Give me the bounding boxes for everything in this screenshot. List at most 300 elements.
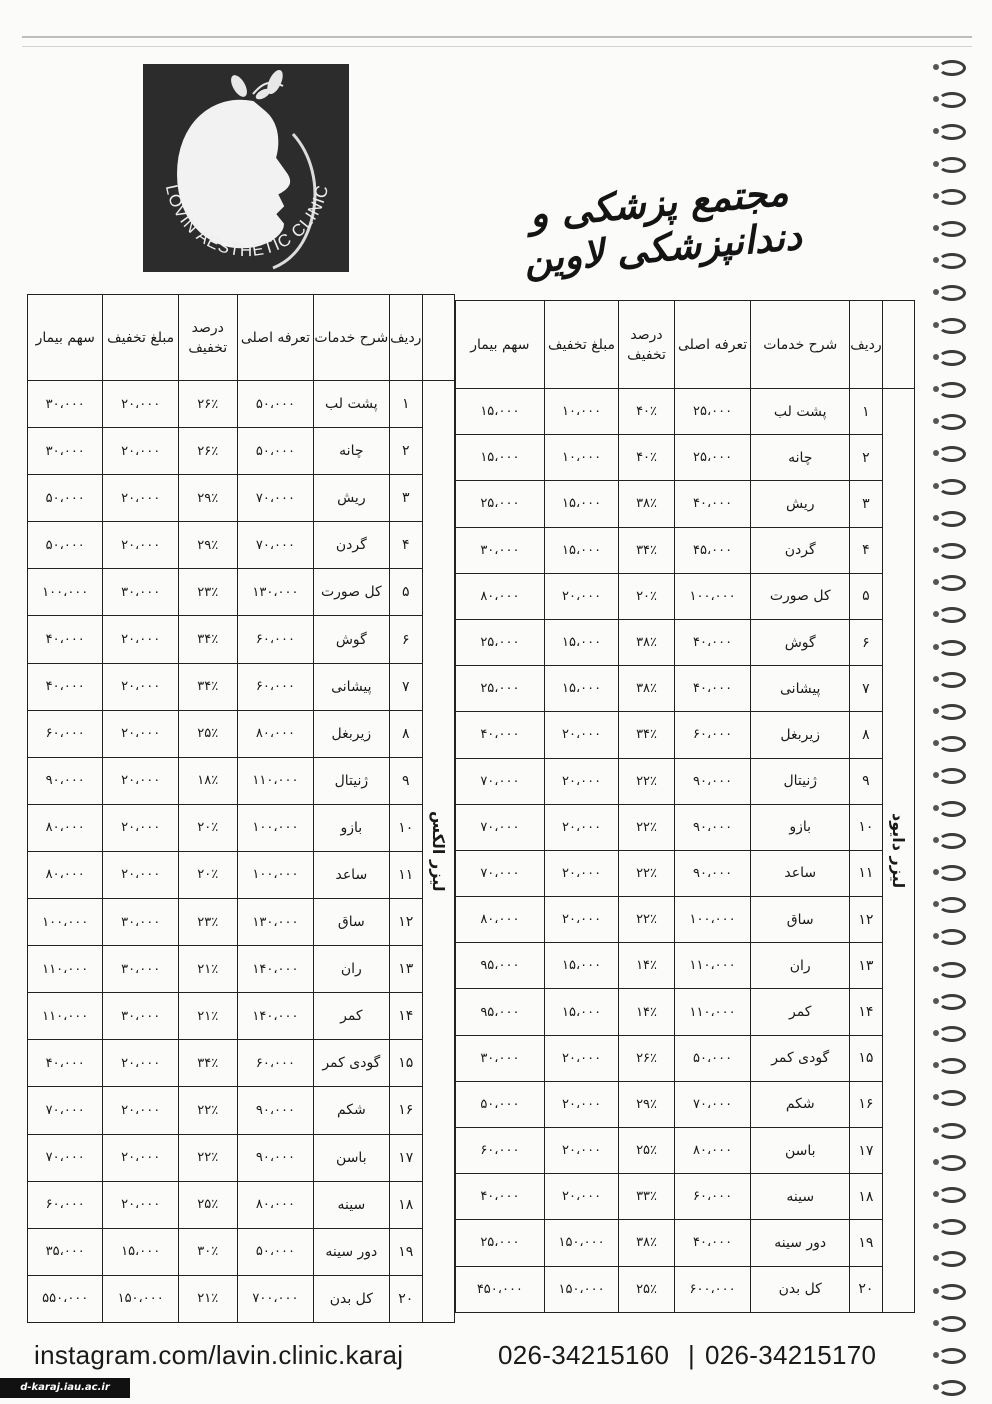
service-name: سینه [751, 1174, 850, 1220]
spiral-ring [938, 929, 966, 945]
discount-percent: ۲۳٪ [178, 569, 237, 616]
spiral-ring [938, 1316, 966, 1332]
discount-amount: ۲۰،۰۰۰ [544, 804, 619, 850]
patient-share: ۱۱۰،۰۰۰ [28, 993, 103, 1040]
spiral-ring [938, 607, 966, 623]
row-index: ۹ [850, 758, 883, 804]
header-amount: مبلغ تخفیف [103, 295, 178, 381]
phone-number-1: 026-34215160 [498, 1340, 670, 1370]
discount-amount: ۲۰،۰۰۰ [103, 381, 178, 428]
phone-separator: | [688, 1340, 696, 1370]
base-price: ۴۰،۰۰۰ [674, 666, 751, 712]
base-price: ۸۰،۰۰۰ [237, 710, 313, 757]
service-name: بازو [314, 804, 389, 851]
discount-amount: ۲۰،۰۰۰ [103, 522, 178, 569]
discount-amount: ۱۵،۰۰۰ [544, 943, 619, 989]
patient-share: ۸۰،۰۰۰ [456, 897, 545, 943]
spiral-ring [938, 60, 966, 76]
base-price: ۹۰،۰۰۰ [674, 850, 751, 896]
row-index: ۱۸ [389, 1181, 422, 1228]
base-price: ۴۵،۰۰۰ [674, 527, 751, 573]
base-price: ۵۰،۰۰۰ [237, 381, 313, 428]
spiral-ring [938, 833, 966, 849]
table-row [456, 850, 915, 896]
row-index: ۱۴ [850, 989, 883, 1035]
row-index: ۱ [850, 389, 883, 435]
row-index: ۱۱ [389, 851, 422, 898]
row-index: ۱۰ [389, 804, 422, 851]
patient-share: ۱۵،۰۰۰ [456, 389, 545, 435]
service-name: باسن [751, 1128, 850, 1174]
patient-share: ۸۰،۰۰۰ [456, 573, 545, 619]
spiral-ring [938, 801, 966, 817]
service-name: سینه [314, 1181, 389, 1228]
discount-percent: ۲۰٪ [178, 851, 237, 898]
base-price: ۶۰،۰۰۰ [674, 712, 751, 758]
spiral-ring [938, 1155, 966, 1171]
discount-amount: ۲۰،۰۰۰ [103, 851, 178, 898]
table-row [456, 758, 915, 804]
patient-share: ۷۰،۰۰۰ [456, 804, 545, 850]
service-name: چانه [751, 435, 850, 481]
price-table-alex [27, 294, 455, 1323]
discount-amount: ۲۰،۰۰۰ [544, 1081, 619, 1127]
row-index: ۱۵ [389, 1040, 422, 1087]
row-index: ۱۲ [850, 897, 883, 943]
service-name: ران [314, 946, 389, 993]
spiral-ring [938, 1348, 966, 1364]
service-name: کمر [314, 993, 389, 1040]
table-row [456, 712, 915, 758]
service-name: بازو [751, 804, 850, 850]
base-price: ۱۱۰،۰۰۰ [674, 943, 751, 989]
discount-percent: ۱۴٪ [619, 989, 674, 1035]
patient-share: ۶۰،۰۰۰ [456, 1128, 545, 1174]
row-index: ۴ [850, 527, 883, 573]
spiral-ring [938, 92, 966, 108]
instagram-handle: instagram.com/lavin.clinic.karaj [34, 1340, 404, 1370]
row-index: ۱۷ [389, 1134, 422, 1181]
table-row [456, 1128, 915, 1174]
table-row [28, 1181, 455, 1228]
spiral-ring [938, 479, 966, 495]
discount-percent: ۳۸٪ [619, 666, 674, 712]
table-row [28, 522, 455, 569]
table-row [456, 1174, 915, 1220]
table-row [456, 435, 915, 481]
spiral-ring [938, 736, 966, 752]
spiral-ring [938, 1026, 966, 1042]
service-name: ریش [751, 481, 850, 527]
patient-share: ۴۵۰،۰۰۰ [456, 1266, 545, 1312]
table-row [28, 475, 455, 522]
row-index: ۱۹ [850, 1220, 883, 1266]
patient-share: ۱۱۰،۰۰۰ [28, 946, 103, 993]
discount-percent: ۲۶٪ [178, 381, 237, 428]
row-index: ۴ [389, 522, 422, 569]
spiral-ring [938, 640, 966, 656]
discount-amount: ۲۰،۰۰۰ [103, 663, 178, 710]
spiral-ring [938, 285, 966, 301]
discount-amount: ۱۵،۰۰۰ [544, 619, 619, 665]
discount-amount: ۳۰،۰۰۰ [103, 569, 178, 616]
discount-percent: ۲۱٪ [178, 1275, 237, 1322]
table-row [28, 710, 455, 757]
discount-amount: ۲۰،۰۰۰ [103, 475, 178, 522]
service-name: زیربغل [314, 710, 389, 757]
base-price: ۱۳۰،۰۰۰ [237, 569, 313, 616]
row-index: ۱۹ [389, 1228, 422, 1275]
service-name: زیربغل [751, 712, 850, 758]
patient-share: ۵۰،۰۰۰ [28, 475, 103, 522]
discount-percent: ۱۴٪ [619, 943, 674, 989]
discount-percent: ۳۴٪ [178, 1040, 237, 1087]
discount-amount: ۲۰،۰۰۰ [103, 757, 178, 804]
discount-amount: ۱۵،۰۰۰ [544, 666, 619, 712]
patient-share: ۴۰،۰۰۰ [28, 663, 103, 710]
base-price: ۵۰،۰۰۰ [674, 1035, 751, 1081]
service-name: پشت لب [314, 381, 389, 428]
discount-amount: ۲۰،۰۰۰ [103, 616, 178, 663]
table-row [28, 757, 455, 804]
row-index: ۶ [850, 619, 883, 665]
category-header-cell [422, 295, 454, 381]
row-index: ۲۰ [389, 1275, 422, 1322]
base-price: ۱۴۰،۰۰۰ [237, 946, 313, 993]
discount-percent: ۳۸٪ [619, 619, 674, 665]
service-name: شکم [314, 1087, 389, 1134]
base-price: ۶۰۰،۰۰۰ [674, 1266, 751, 1312]
table-row [28, 381, 455, 428]
service-name: گودی کمر [314, 1040, 389, 1087]
row-index: ۲۰ [850, 1266, 883, 1312]
discount-percent: ۲۶٪ [619, 1035, 674, 1081]
row-index: ۱۳ [850, 943, 883, 989]
discount-percent: ۲۵٪ [178, 710, 237, 757]
header-share: سهم بیمار [28, 295, 103, 381]
row-index: ۶ [389, 616, 422, 663]
service-name: ژنیتال [314, 757, 389, 804]
service-name: دور سینه [751, 1220, 850, 1266]
row-index: ۱۷ [850, 1128, 883, 1174]
row-index: ۵ [850, 573, 883, 619]
service-name: ساق [314, 899, 389, 946]
discount-percent: ۲۵٪ [619, 1128, 674, 1174]
discount-amount: ۱۵،۰۰۰ [544, 481, 619, 527]
patient-share: ۴۰،۰۰۰ [28, 1040, 103, 1087]
discount-amount: ۲۰،۰۰۰ [103, 710, 178, 757]
spiral-ring [938, 350, 966, 366]
patient-share: ۱۵،۰۰۰ [456, 435, 545, 481]
spiral-ring [938, 672, 966, 688]
base-price: ۹۰،۰۰۰ [674, 804, 751, 850]
patient-share: ۵۰،۰۰۰ [28, 522, 103, 569]
spiral-ring [938, 865, 966, 881]
discount-amount: ۳۰،۰۰۰ [103, 946, 178, 993]
discount-percent: ۴۰٪ [619, 389, 674, 435]
table-row [28, 851, 455, 898]
discount-amount: ۱۵،۰۰۰ [544, 527, 619, 573]
header-idx: ردیف [389, 295, 422, 381]
discount-amount: ۱۵۰،۰۰۰ [544, 1220, 619, 1266]
service-name: کل صورت [751, 573, 850, 619]
base-price: ۱۳۰،۰۰۰ [237, 899, 313, 946]
base-price: ۴۰،۰۰۰ [674, 1220, 751, 1266]
patient-share: ۴۰،۰۰۰ [28, 616, 103, 663]
patient-share: ۴۰،۰۰۰ [456, 1174, 545, 1220]
service-name: گردن [751, 527, 850, 573]
row-index: ۱۶ [389, 1087, 422, 1134]
base-price: ۱۰۰،۰۰۰ [674, 897, 751, 943]
base-price: ۸۰،۰۰۰ [237, 1181, 313, 1228]
table-row [456, 527, 915, 573]
spiral-ring [938, 1284, 966, 1300]
table-row [28, 1040, 455, 1087]
row-index: ۲ [389, 428, 422, 475]
discount-percent: ۳۳٪ [619, 1174, 674, 1220]
patient-share: ۳۰،۰۰۰ [456, 527, 545, 573]
discount-amount: ۲۰،۰۰۰ [103, 1134, 178, 1181]
clinic-logo [143, 64, 349, 272]
spiral-ring [938, 446, 966, 462]
service-name: ریش [314, 475, 389, 522]
table-row [456, 389, 915, 435]
discount-percent: ۲۵٪ [619, 1266, 674, 1312]
discount-percent: ۲۰٪ [178, 804, 237, 851]
base-price: ۱۱۰،۰۰۰ [237, 757, 313, 804]
patient-share: ۷۰،۰۰۰ [28, 1134, 103, 1181]
discount-percent: ۲۲٪ [619, 850, 674, 896]
base-price: ۷۰،۰۰۰ [237, 475, 313, 522]
table-row [456, 989, 915, 1035]
discount-amount: ۲۰،۰۰۰ [103, 428, 178, 475]
base-price: ۱۰۰،۰۰۰ [674, 573, 751, 619]
base-price: ۶۰،۰۰۰ [237, 663, 313, 710]
header-service: شرح خدمات [751, 301, 850, 389]
base-price: ۶۰،۰۰۰ [674, 1174, 751, 1220]
spiral-ring [938, 382, 966, 398]
spiral-ring [938, 318, 966, 334]
spiral-ring [938, 1123, 966, 1139]
row-index: ۸ [850, 712, 883, 758]
discount-percent: ۲۲٪ [619, 804, 674, 850]
service-name: کل بدن [314, 1275, 389, 1322]
discount-percent: ۲۱٪ [178, 993, 237, 1040]
patient-share: ۸۰،۰۰۰ [28, 804, 103, 851]
discount-percent: ۲۵٪ [178, 1181, 237, 1228]
base-price: ۹۰،۰۰۰ [674, 758, 751, 804]
spiral-ring [938, 1380, 966, 1396]
table-row [28, 663, 455, 710]
notebook-spiral-binding [932, 60, 976, 1400]
spiral-ring [938, 962, 966, 978]
base-price: ۵۰،۰۰۰ [237, 428, 313, 475]
row-index: ۵ [389, 569, 422, 616]
discount-amount: ۳۰،۰۰۰ [103, 899, 178, 946]
spiral-ring [938, 1251, 966, 1267]
table-row [28, 1275, 455, 1322]
service-name: گودی کمر [751, 1035, 850, 1081]
spiral-ring [938, 157, 966, 173]
discount-percent: ۴۰٪ [619, 435, 674, 481]
discount-percent: ۳۴٪ [619, 527, 674, 573]
service-name: ساعد [751, 850, 850, 896]
category-cell [422, 381, 454, 1323]
patient-share: ۱۰۰،۰۰۰ [28, 569, 103, 616]
base-price: ۱۴۰،۰۰۰ [237, 993, 313, 1040]
base-price: ۸۰،۰۰۰ [674, 1128, 751, 1174]
spiral-ring [938, 1058, 966, 1074]
row-index: ۳ [850, 481, 883, 527]
header-service: شرح خدمات [314, 295, 389, 381]
discount-percent: ۳۴٪ [178, 663, 237, 710]
logo-face-graphic [143, 64, 349, 272]
table-row [28, 1228, 455, 1275]
table-row [28, 1087, 455, 1134]
table-row [456, 804, 915, 850]
page-top-rule-secondary [22, 46, 972, 47]
clinic-title: مجتمع پزشکی و دندانپزشکی لاوین [522, 168, 804, 282]
base-price: ۹۰،۰۰۰ [237, 1087, 313, 1134]
service-name: پیشانی [314, 663, 389, 710]
discount-percent: ۲۹٪ [619, 1081, 674, 1127]
spiral-ring [938, 1219, 966, 1235]
table-row [456, 1081, 915, 1127]
spiral-ring [938, 511, 966, 527]
service-name: گوش [751, 619, 850, 665]
header-percent: درصد تخفیف [178, 295, 237, 381]
base-price: ۶۰،۰۰۰ [237, 616, 313, 663]
service-name: ژنیتال [751, 758, 850, 804]
logo-text: LOVIN AESTHETIC CLINIC [161, 182, 333, 261]
price-table-diode [455, 300, 915, 1313]
spiral-ring [938, 189, 966, 205]
patient-share: ۹۵،۰۰۰ [456, 989, 545, 1035]
discount-amount: ۱۵۰،۰۰۰ [544, 1266, 619, 1312]
service-name: کل صورت [314, 569, 389, 616]
row-index: ۱۴ [389, 993, 422, 1040]
discount-percent: ۲۱٪ [178, 946, 237, 993]
patient-share: ۷۰،۰۰۰ [456, 758, 545, 804]
header-percent: درصد تخفیف [619, 301, 674, 389]
category-cell [882, 389, 914, 1313]
patient-share: ۱۰۰،۰۰۰ [28, 899, 103, 946]
discount-percent: ۳۴٪ [178, 616, 237, 663]
patient-share: ۳۰،۰۰۰ [28, 428, 103, 475]
service-name: گردن [314, 522, 389, 569]
row-index: ۱۶ [850, 1081, 883, 1127]
header-share: سهم بیمار [456, 301, 545, 389]
discount-percent: ۳۰٪ [178, 1228, 237, 1275]
table-row [28, 946, 455, 993]
discount-amount: ۲۰،۰۰۰ [544, 850, 619, 896]
spiral-ring [938, 897, 966, 913]
discount-percent: ۲۲٪ [619, 758, 674, 804]
service-name: ساعد [314, 851, 389, 898]
base-price: ۲۵،۰۰۰ [674, 435, 751, 481]
service-name: گوش [314, 616, 389, 663]
spiral-ring [938, 994, 966, 1010]
patient-share: ۹۵،۰۰۰ [456, 943, 545, 989]
page-top-rule [22, 36, 972, 38]
table-row [456, 1266, 915, 1312]
patient-share: ۳۰،۰۰۰ [456, 1035, 545, 1081]
row-index: ۱۳ [389, 946, 422, 993]
table-row [28, 428, 455, 475]
service-name: پیشانی [751, 666, 850, 712]
header-base: تعرفه اصلی [674, 301, 751, 389]
discount-percent: ۱۸٪ [178, 757, 237, 804]
header-amount: مبلغ تخفیف [544, 301, 619, 389]
discount-amount: ۲۰،۰۰۰ [544, 712, 619, 758]
table-row [456, 1220, 915, 1266]
patient-share: ۲۵،۰۰۰ [456, 666, 545, 712]
discount-amount: ۲۰،۰۰۰ [544, 897, 619, 943]
table-row [28, 899, 455, 946]
row-index: ۱ [389, 381, 422, 428]
spiral-ring [938, 704, 966, 720]
discount-amount: ۲۰،۰۰۰ [103, 804, 178, 851]
table-row [456, 619, 915, 665]
row-index: ۱۸ [850, 1174, 883, 1220]
row-index: ۹ [389, 757, 422, 804]
discount-amount: ۲۰،۰۰۰ [544, 1035, 619, 1081]
discount-percent: ۳۸٪ [619, 1220, 674, 1266]
patient-share: ۶۰،۰۰۰ [28, 710, 103, 757]
row-index: ۸ [389, 710, 422, 757]
discount-percent: ۲۲٪ [619, 897, 674, 943]
row-index: ۷ [850, 666, 883, 712]
base-price: ۹۰،۰۰۰ [237, 1134, 313, 1181]
spiral-ring [938, 575, 966, 591]
discount-percent: ۲۶٪ [178, 428, 237, 475]
base-price: ۷۰،۰۰۰ [237, 522, 313, 569]
category-header-cell [882, 301, 914, 389]
patient-share: ۲۵،۰۰۰ [456, 1220, 545, 1266]
service-name: کمر [751, 989, 850, 1035]
service-name: شکم [751, 1081, 850, 1127]
discount-amount: ۲۰،۰۰۰ [544, 573, 619, 619]
patient-share: ۶۰،۰۰۰ [28, 1181, 103, 1228]
discount-amount: ۲۰،۰۰۰ [544, 758, 619, 804]
watermark-badge: d-karaj.iau.ac.ir [0, 1378, 130, 1398]
row-index: ۳ [389, 475, 422, 522]
spiral-ring [938, 253, 966, 269]
patient-share: ۵۰،۰۰۰ [456, 1081, 545, 1127]
table-row [28, 1134, 455, 1181]
patient-share: ۲۵،۰۰۰ [456, 619, 545, 665]
base-price: ۴۰،۰۰۰ [674, 619, 751, 665]
patient-share: ۷۰،۰۰۰ [456, 850, 545, 896]
spiral-ring [938, 414, 966, 430]
table-row [456, 573, 915, 619]
discount-percent: ۳۸٪ [619, 481, 674, 527]
discount-amount: ۱۵،۰۰۰ [103, 1228, 178, 1275]
row-index: ۲ [850, 435, 883, 481]
table-row [456, 943, 915, 989]
discount-percent: ۲۲٪ [178, 1134, 237, 1181]
base-price: ۶۰،۰۰۰ [237, 1040, 313, 1087]
discount-percent: ۲۲٪ [178, 1087, 237, 1134]
category-label: لیزر الکس [429, 811, 448, 892]
header-base: تعرفه اصلی [237, 295, 313, 381]
base-price: ۱۱۰،۰۰۰ [674, 989, 751, 1035]
row-index: ۱۱ [850, 850, 883, 896]
service-name: کل بدن [751, 1266, 850, 1312]
discount-amount: ۲۰،۰۰۰ [103, 1087, 178, 1134]
table-row [28, 616, 455, 663]
spiral-ring [938, 1090, 966, 1106]
